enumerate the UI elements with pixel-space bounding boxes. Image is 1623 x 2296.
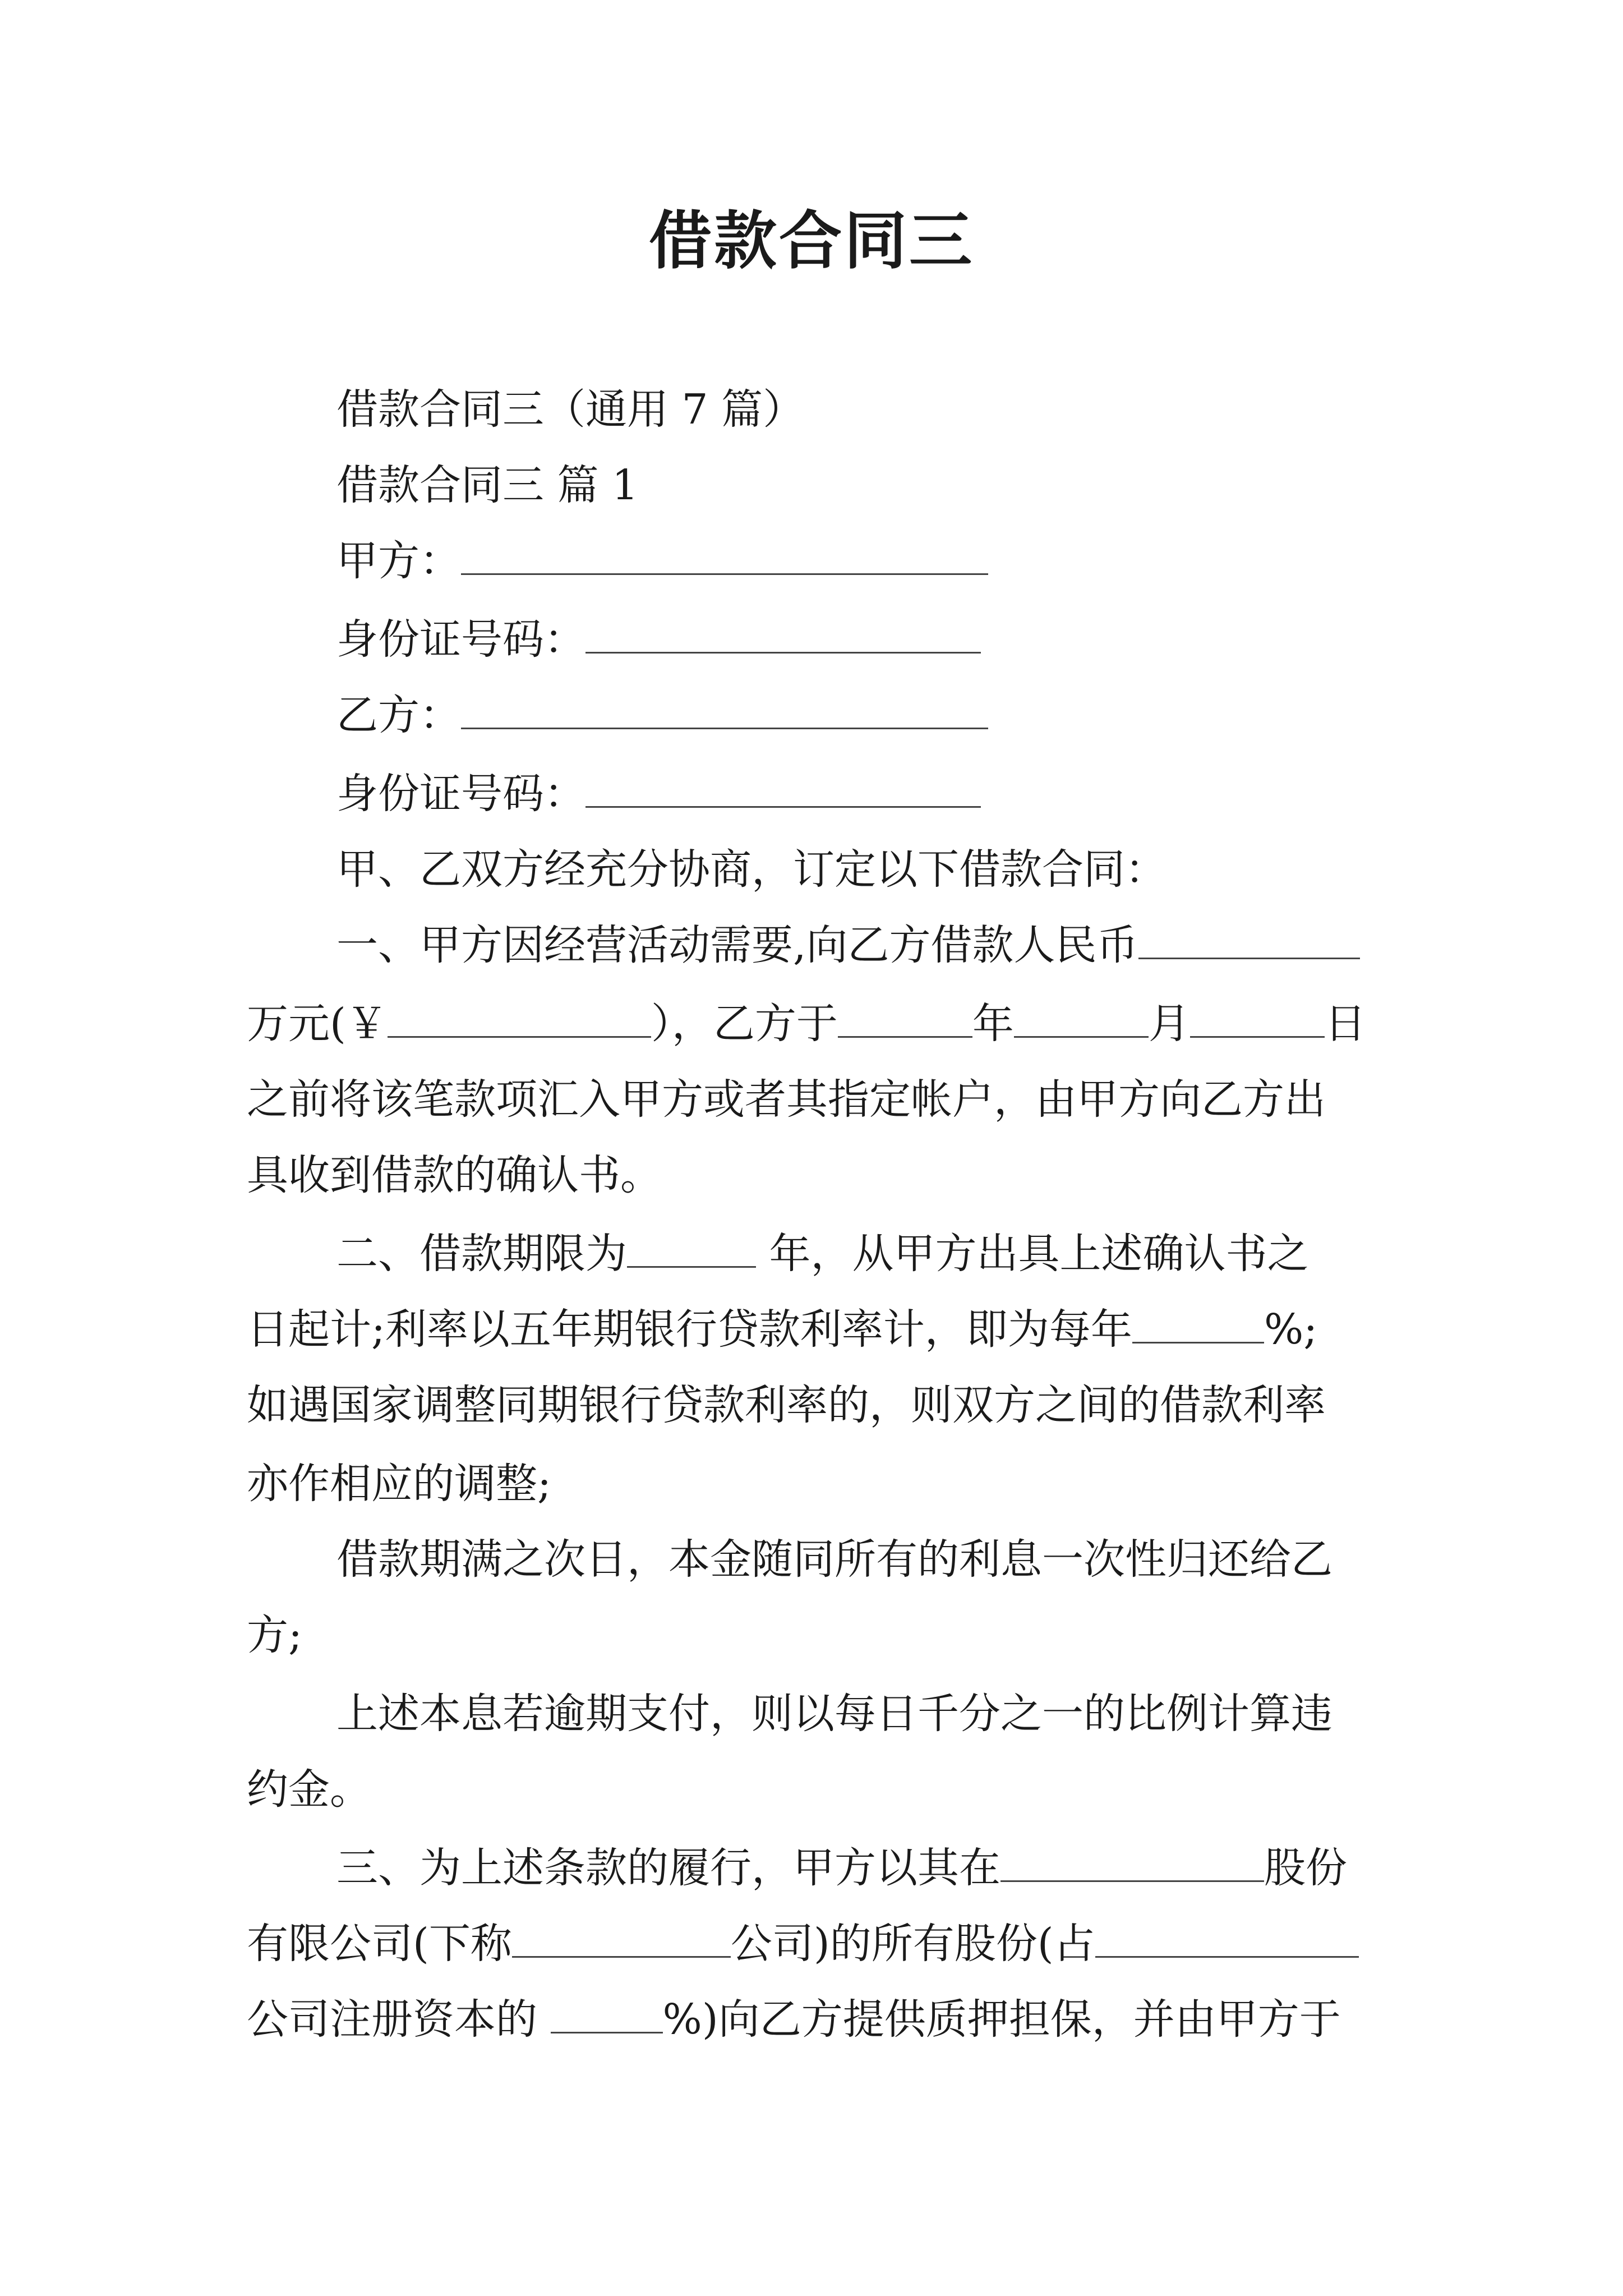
clause-3-text-5: 公司注册资本的 — [247, 1995, 537, 2044]
clause-2-text-8: 上述本息若逾期支付，则以每日千分之一的比例计算违 — [336, 1690, 1332, 1738]
clause-3-line-3 — [247, 1991, 1341, 2047]
clause-3-text-4: 公司)的所有股份(占 — [730, 1920, 1095, 1968]
company-short-name-blank[interactable] — [512, 1918, 731, 1958]
party-b-blank[interactable] — [461, 689, 988, 729]
page-title: 借款合同三 — [649, 204, 974, 278]
clause-2-text-6: 借款期满之次日，本金随同所有的利息一次性归还给乙 — [336, 1535, 1332, 1584]
clause-2-line-7 — [336, 1686, 1332, 1742]
party-b-id-blank[interactable] — [585, 768, 981, 808]
party-a-id-line — [336, 611, 981, 668]
clause-3-line-2 — [247, 1916, 1359, 1972]
percent-label: %; — [1264, 1305, 1318, 1354]
clause-1-line-1 — [336, 917, 1360, 973]
loan-amount-figure-blank[interactable] — [388, 998, 651, 1038]
party-a-label: 甲方： — [336, 537, 461, 585]
interest-rate-blank[interactable] — [1132, 1304, 1264, 1343]
clause-3-text-3: 有限公司(下称 — [247, 1920, 512, 1968]
clause-3-text-1: 三、为上述条款的履行，甲方以其在 — [336, 1844, 1000, 1892]
clause-1-text-2: 万元(￥ — [247, 1000, 388, 1048]
clause-1-line-4 — [247, 1147, 662, 1203]
party-a-id-blank[interactable] — [585, 614, 981, 654]
section-heading: 借款合同三 篇 1 — [336, 461, 639, 509]
day-blank[interactable] — [1190, 998, 1325, 1038]
loan-amount-blank[interactable] — [1138, 919, 1360, 959]
clause-2-line-1 — [336, 1226, 1309, 1282]
clause-2-text-2: 年，从甲方出具上述确认书之 — [769, 1230, 1309, 1278]
party-a-line — [336, 533, 988, 589]
term-years-blank[interactable] — [627, 1228, 756, 1268]
clause-2-text-9: 约金。 — [247, 1765, 371, 1814]
registered-capital-percent-blank[interactable] — [551, 1994, 663, 2033]
party-b-label: 乙方： — [336, 691, 461, 739]
clause-1-line-2 — [247, 996, 1366, 1052]
company-name-blank[interactable] — [1000, 1842, 1264, 1882]
party-a-blank[interactable] — [461, 535, 988, 575]
clause-3-line-1 — [336, 1840, 1347, 1896]
clause-1-text-3: ），乙方于 — [651, 1000, 838, 1048]
share-percent-of-blank[interactable] — [1095, 1918, 1359, 1958]
clause-1-text-4: 之前将该笔款项汇入甲方或者其指定帐户，由甲方向乙方出 — [247, 1075, 1326, 1124]
preamble-text: 甲、乙双方经充分协商，订定以下借款合同： — [336, 845, 1166, 894]
clause-2-line-5 — [336, 1531, 1332, 1588]
month-blank[interactable] — [1014, 998, 1149, 1038]
month-label: 月 — [1148, 1000, 1190, 1048]
clause-1-text-1: 一、甲方因经营活动需要,向乙方借款人民币 — [336, 921, 1138, 969]
clause-2-line-3 — [247, 1377, 1326, 1433]
clause-2-line-8 — [247, 1761, 371, 1818]
clause-2-text-4: 如遇国家调整同期银行贷款利率的，则双方之间的借款利率 — [247, 1381, 1326, 1429]
party-a-id-label: 身份证号码： — [336, 615, 585, 664]
clause-2-text-3: 日起计;利率以五年期银行贷款利率计，即为每年 — [247, 1305, 1132, 1354]
clause-2-text-7: 方; — [247, 1611, 302, 1659]
clause-1-line-3 — [247, 1071, 1326, 1128]
day-label: 日 — [1324, 1000, 1366, 1048]
clause-2-text-5: 亦作相应的调整; — [247, 1460, 551, 1508]
clause-2-text-1: 二、借款期限为 — [336, 1230, 627, 1278]
party-b-line — [336, 687, 988, 743]
subtitle: 借款合同三（通用 7 篇） — [336, 385, 805, 434]
clause-1-text-5: 具收到借款的确认书。 — [247, 1151, 662, 1199]
clause-2-line-2 — [247, 1301, 1317, 1358]
clause-2-line-6 — [247, 1607, 302, 1663]
clause-3-text-2: 股份 — [1264, 1844, 1347, 1892]
clause-2-line-4 — [247, 1456, 551, 1512]
year-label: 年 — [972, 1000, 1014, 1048]
party-b-id-label: 身份证号码： — [336, 770, 585, 818]
clause-3-text-6: %)向乙方提供质押担保，并由甲方于 — [662, 1995, 1341, 2044]
year-blank[interactable] — [838, 998, 972, 1038]
party-b-id-line — [336, 766, 981, 822]
subtitle-line — [336, 381, 804, 438]
preamble-line — [336, 841, 1166, 898]
section-heading-line — [336, 457, 638, 513]
